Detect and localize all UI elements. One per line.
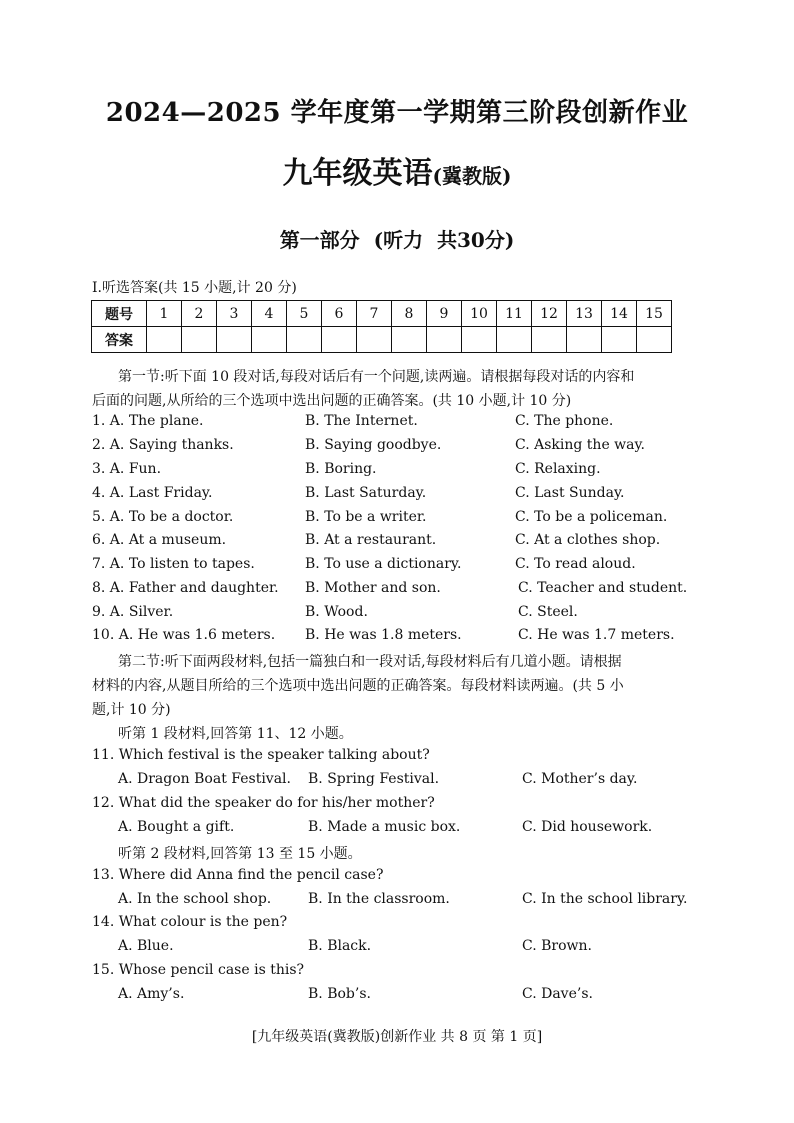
q2-option-c: C. Asking the way.: [515, 437, 646, 453]
answer-cell[interactable]: [147, 327, 182, 353]
question-number-cell: 4: [252, 301, 287, 327]
q7-option-c: C. To read aloud.: [515, 556, 636, 572]
answer-table-answer-label: 答案: [92, 327, 147, 353]
answer-cell[interactable]: [322, 327, 357, 353]
answer-cell[interactable]: [462, 327, 497, 353]
answer-table-number-label: 题号: [92, 301, 147, 327]
question-number-cell: 1: [147, 301, 182, 327]
q13-option-a: A. In the school shop.: [118, 891, 272, 907]
material1-intro: 听第 1 段材料,回答第 11、12 小题。: [118, 726, 353, 742]
question-number-cell: 11: [497, 301, 532, 327]
q7-option-a: 7. A. To listen to tapes.: [92, 556, 255, 572]
q14-option-c: C. Brown.: [522, 938, 592, 954]
q6-option-a: 6. A. At a museum.: [92, 532, 227, 548]
q2-option-b: B. Saying goodbye.: [305, 437, 442, 453]
answer-table: [91, 300, 672, 353]
question-number-cell: 6: [322, 301, 357, 327]
q13-option-c: C. In the school library.: [522, 891, 688, 907]
answer-cell[interactable]: [427, 327, 462, 353]
answer-cell[interactable]: [252, 327, 287, 353]
q11-stem: 11. Which festival is the speaker talking about?: [92, 747, 430, 763]
answer-table-number-row: [92, 301, 672, 327]
section-heading: Ⅰ.听选答案(共 15 小题,计 20 分): [92, 280, 297, 296]
question-number-cell: 8: [392, 301, 427, 327]
q13-stem: 13. Where did Anna find the pencil case?: [92, 867, 384, 883]
subject-name: 九年级英语: [282, 156, 433, 191]
q10-option-a: 10. A. He was 1.6 meters.: [92, 627, 276, 643]
question-number-cell: 3: [217, 301, 252, 327]
q6-option-b: B. At a restaurant.: [305, 532, 437, 548]
q6-option-c: C. At a clothes shop.: [515, 532, 661, 548]
q1-option-b: B. The Internet.: [305, 413, 418, 429]
q12-option-a: A. Bought a gift.: [118, 819, 235, 835]
question-number-cell: 13: [567, 301, 602, 327]
q3-option-c: C. Relaxing.: [515, 461, 601, 477]
q14-option-a: A. Blue.: [118, 938, 174, 954]
answer-cell[interactable]: [637, 327, 672, 353]
question-number-cell: 9: [427, 301, 462, 327]
question-number-cell: 14: [602, 301, 637, 327]
q5-option-c: C. To be a policeman.: [515, 509, 668, 525]
answer-cell[interactable]: [392, 327, 427, 353]
q1-option-a: 1. A. The plane.: [92, 413, 204, 429]
answer-cell[interactable]: [567, 327, 602, 353]
page-footer: [九年级英语(冀教版)创新作业 共 8 页 第 1 页]: [251, 1029, 543, 1045]
part-title: 第一部分 (听力 共30分): [279, 228, 515, 252]
q8-option-c: C. Teacher and student.: [518, 580, 688, 596]
answer-table-answer-row: [92, 327, 672, 353]
q1-option-c: C. The phone.: [515, 413, 614, 429]
q14-option-b: B. Black.: [308, 938, 372, 954]
q13-option-b: B. In the classroom.: [308, 891, 450, 907]
question-number-cell: 10: [462, 301, 497, 327]
question-number-cell: 7: [357, 301, 392, 327]
q2-option-a: 2. A. Saying thanks.: [92, 437, 234, 453]
answer-cell[interactable]: [357, 327, 392, 353]
question-number-cell: 12: [532, 301, 567, 327]
q8-option-b: B. Mother and son.: [305, 580, 441, 596]
q5-option-b: B. To be a writer.: [305, 509, 427, 525]
q4-option-b: B. Last Saturday.: [305, 485, 427, 501]
q14-stem: 14. What colour is the pen?: [92, 914, 288, 930]
part2-instructions-line1: 第二节:听下面两段材料,包括一篇独白和一段对话,每段材料后有几道小题。请根据: [118, 654, 622, 670]
q12-option-b: B. Made a music box.: [308, 819, 461, 835]
q12-option-c: C. Did housework.: [522, 819, 653, 835]
q10-option-b: B. He was 1.8 meters.: [305, 627, 462, 643]
q4-option-c: C. Last Sunday.: [515, 485, 625, 501]
q15-option-b: B. Bob’s.: [308, 986, 371, 1002]
q12-stem: 12. What did the speaker do for his/her mother?: [92, 795, 435, 811]
answer-cell[interactable]: [287, 327, 322, 353]
q10-option-c: C. He was 1.7 meters.: [518, 627, 675, 643]
q15-option-c: C. Dave’s.: [522, 986, 593, 1002]
answer-cell[interactable]: [532, 327, 567, 353]
edition-label: (冀教版): [432, 164, 512, 188]
part1-instructions-line1: 第一节:听下面 10 段对话,每段对话后有一个问题,读两遍。请根据每段对话的内容和: [118, 369, 635, 385]
question-number-cell: 2: [182, 301, 217, 327]
q7-option-b: B. To use a dictionary.: [305, 556, 462, 572]
q9-option-b: B. Wood.: [305, 604, 368, 620]
q11-option-b: B. Spring Festival.: [308, 771, 440, 787]
q5-option-a: 5. A. To be a doctor.: [92, 509, 234, 525]
q9-option-c: C. Steel.: [518, 604, 578, 620]
q3-option-b: B. Boring.: [305, 461, 377, 477]
material2-intro: 听第 2 段材料,回答第 13 至 15 小题。: [118, 846, 362, 862]
q9-option-a: 9. A. Silver.: [92, 604, 174, 620]
part1-instructions-line2: 后面的问题,从所给的三个选项中选出问题的正确答案。(共 10 小题,计 10 分): [92, 393, 572, 409]
answer-cell[interactable]: [182, 327, 217, 353]
q15-option-a: A. Amy’s.: [118, 986, 185, 1002]
exam-title: 2024—2025 学年度第一学期第三阶段创新作业: [105, 98, 689, 128]
question-number-cell: 5: [287, 301, 322, 327]
q3-option-a: 3. A. Fun.: [92, 461, 162, 477]
q15-stem: 15. Whose pencil case is this?: [92, 962, 305, 978]
q8-option-a: 8. A. Father and daughter.: [92, 580, 279, 596]
part2-instructions-line2: 材料的内容,从题目所给的三个选项中选出问题的正确答案。每段材料读两遍。(共 5 小: [92, 678, 624, 694]
answer-cell[interactable]: [217, 327, 252, 353]
answer-cell[interactable]: [602, 327, 637, 353]
part2-instructions-line3: 题,计 10 分): [92, 702, 171, 718]
subject-title: [0, 148, 794, 192]
q11-option-c: C. Mother’s day.: [522, 771, 638, 787]
answer-cell[interactable]: [497, 327, 532, 353]
question-number-cell: 15: [637, 301, 672, 327]
q4-option-a: 4. A. Last Friday.: [92, 485, 213, 501]
q11-option-a: A. Dragon Boat Festival.: [118, 771, 291, 787]
